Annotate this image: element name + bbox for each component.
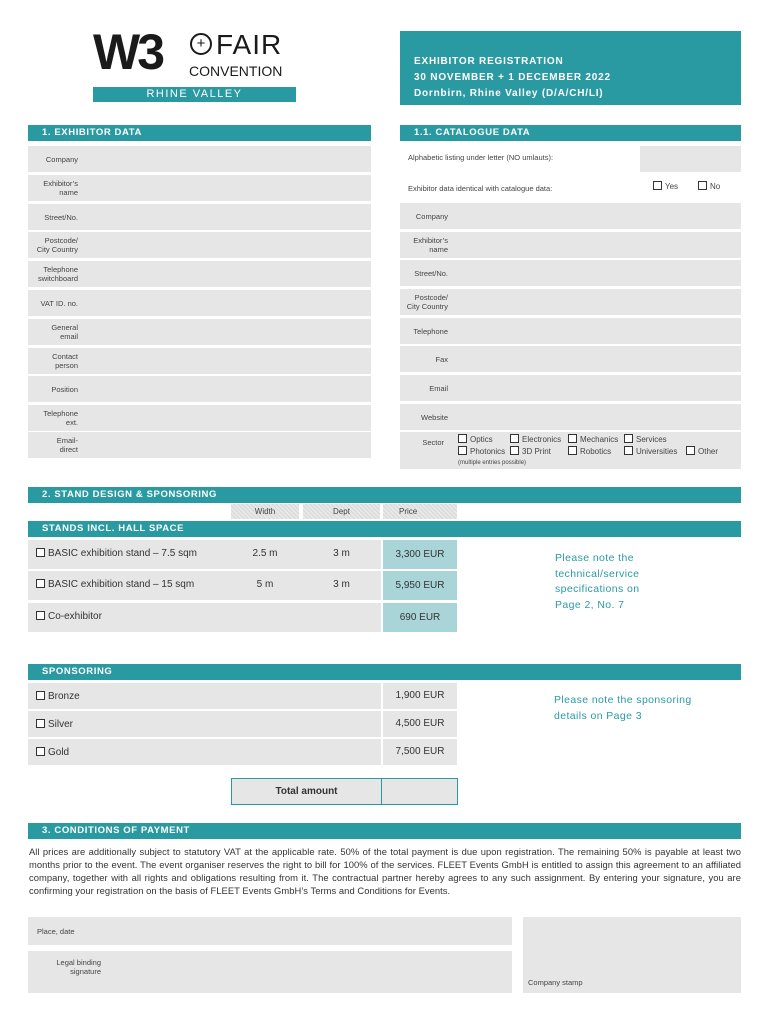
stand-option[interactable]: [36, 548, 197, 559]
catalogue-field[interactable]: [400, 289, 741, 315]
field-label-line: email: [60, 332, 78, 341]
exhibitor-field-label: [28, 265, 78, 283]
checkbox-icon[interactable]: [36, 611, 45, 620]
field-label-line: Email: [429, 384, 448, 393]
stand-name: Co-exhibitor: [48, 611, 102, 622]
sector-option[interactable]: [458, 434, 493, 444]
sector-option-label: Electronics: [522, 435, 562, 444]
sector-option-label: Mechanics: [580, 435, 619, 444]
sponsoring-name: Bronze: [48, 691, 80, 702]
event-title: EXHIBITOR REGISTRATION: [414, 56, 564, 67]
sector-option-label: Optics: [470, 435, 493, 444]
sector-option[interactable]: [510, 434, 561, 444]
sector-option[interactable]: [686, 446, 718, 456]
checkbox-icon[interactable]: [458, 434, 467, 443]
exhibitor-field-label: [28, 323, 78, 341]
sector-option-label: Other: [698, 447, 719, 456]
checkbox-icon[interactable]: [698, 181, 707, 190]
exhibitor-field[interactable]: [28, 261, 371, 287]
sector-option[interactable]: [568, 446, 611, 456]
sponsoring-note: [554, 693, 692, 724]
field-label-line: Fax: [435, 355, 448, 364]
catalogue-field[interactable]: [400, 232, 741, 258]
identical-data-label: Exhibitor data identical with catalogue data:: [408, 184, 553, 193]
place-date-label: Place, date: [37, 927, 75, 936]
logo-w3: W3: [93, 24, 162, 80]
sector-label: Sector: [422, 438, 444, 447]
sponsoring-row: [28, 739, 381, 765]
catalogue-field-label: [400, 236, 448, 254]
company-stamp-label: Company stamp: [528, 978, 583, 987]
sector-option[interactable]: [510, 446, 551, 456]
field-label-line: Telephone: [413, 327, 448, 336]
checkbox-icon[interactable]: [568, 434, 577, 443]
place-date-field[interactable]: [28, 917, 512, 945]
section-payment-title: 3. CONDITIONS OF PAYMENT: [28, 823, 741, 839]
exhibitor-field[interactable]: [28, 204, 371, 230]
event-location: Dornbirn, Rhine Valley (D/A/CH/LI): [414, 88, 604, 99]
field-label-line: General: [51, 323, 78, 332]
col-header-width: Width: [231, 504, 299, 519]
field-label-line: City Country: [406, 302, 448, 311]
section-stand-design-title: 2. STAND DESIGN & SPONSORING: [28, 487, 741, 503]
total-amount-row: [231, 778, 458, 805]
sector-option[interactable]: [568, 434, 618, 444]
stand-price: 690 EUR: [383, 603, 457, 632]
checkbox-icon[interactable]: [624, 446, 633, 455]
sponsoring-name: Gold: [48, 747, 70, 758]
field-label-line: Exhibitor’s: [413, 236, 448, 245]
checkbox-icon[interactable]: [36, 719, 45, 728]
sector-option[interactable]: [458, 446, 505, 456]
event-dates: 30 NOVEMBER + 1 DECEMBER 2022: [414, 72, 611, 83]
field-label-line: VAT ID. no.: [40, 299, 78, 308]
logo: [93, 24, 296, 102]
stand-name: BASIC exhibition stand – 7.5 sqm: [48, 548, 197, 559]
sector-option[interactable]: [624, 434, 667, 444]
exhibitor-field[interactable]: [28, 290, 371, 316]
logo-region-bar: RHINE VALLEY: [93, 87, 296, 102]
field-label-line: Position: [51, 385, 78, 394]
stands-note-line: specifications on: [555, 583, 640, 595]
col-header-price: Price: [383, 504, 457, 519]
checkbox-icon[interactable]: [624, 434, 633, 443]
catalogue-field-label: [400, 327, 448, 336]
field-label-line: City Country: [36, 245, 78, 254]
exhibitor-field[interactable]: [28, 348, 371, 374]
alpha-listing-label: Alphabetic listing under letter (NO umlauts):: [408, 153, 554, 162]
catalogue-field-label: [400, 384, 448, 393]
checkbox-icon[interactable]: [686, 446, 695, 455]
checkbox-icon[interactable]: [510, 434, 519, 443]
exhibitor-field[interactable]: [28, 376, 371, 402]
sponsoring-note-line: Please note the sponsoring: [554, 694, 692, 706]
catalogue-field[interactable]: [400, 404, 741, 430]
field-label-line: Street/No.: [414, 269, 448, 278]
total-amount-field[interactable]: [383, 779, 457, 804]
field-label-line: Company: [415, 212, 448, 221]
payment-conditions-text: All prices are additionally subject to statutory VAT at the applicable rate. 50% of the total payment is due upon registration. The remaining 50% is payable at least two months prior to the event. The event organiser reserves the right to bill for 100% of the services. FLEET Events GmbH is entitled to assign this agreement to an affiliated company, together with all rights and obligations resulting from it. The contractual partner hereby agrees to any such assignment. By entering your signature, you are confirming your registration on the basis of FLEET Events GmbH’s Terms and Conditions for Events.: [29, 846, 741, 896]
logo-plus-circle: [190, 33, 212, 55]
no-label: No: [710, 182, 721, 191]
event-header: [400, 31, 741, 105]
field-label-line: Postcode/: [414, 293, 448, 302]
stands-note-line: Page 2, No. 7: [555, 598, 625, 611]
logo-fair: FAIR: [216, 29, 283, 60]
stand-width: 5 m: [256, 579, 274, 590]
checkbox-icon[interactable]: [458, 446, 467, 455]
catalogue-field[interactable]: [400, 260, 741, 286]
stand-price: 5,950 EUR: [383, 571, 457, 600]
field-label-line: Telephone: [43, 265, 78, 274]
catalogue-field-label: [400, 413, 448, 422]
sponsoring-price: 4,500 EUR: [383, 711, 457, 737]
stands-note-line: Please note the: [555, 552, 634, 564]
exhibitor-field-label: [28, 352, 78, 370]
stand-option[interactable]: [36, 579, 194, 590]
checkbox-icon[interactable]: [36, 747, 45, 756]
stand-width: 2.5 m: [252, 548, 278, 559]
exhibitor-field[interactable]: [28, 319, 371, 345]
catalogue-field-label: [400, 355, 448, 364]
field-label-line: name: [429, 245, 448, 254]
checkbox-icon[interactable]: [36, 579, 45, 588]
catalogue-field[interactable]: [400, 375, 741, 401]
field-label-line: switchboard: [37, 274, 78, 283]
sponsoring-option[interactable]: [36, 691, 80, 702]
catalogue-field[interactable]: [400, 346, 741, 372]
field-label-line: person: [55, 361, 78, 370]
exhibitor-field-label: [28, 299, 78, 308]
stand-price: 3,300 EUR: [383, 540, 457, 569]
sponsoring-option[interactable]: [36, 747, 69, 758]
sector-option-label: Photonics: [470, 447, 506, 456]
col-header-dept: Dept: [303, 504, 380, 519]
sponsoring-note-line: details on Page 3: [554, 709, 642, 722]
checkbox-icon[interactable]: [653, 181, 662, 190]
identical-no-option[interactable]: [698, 181, 720, 191]
section-catalogue-data-title: 1.1. CATALOGUE DATA: [400, 125, 741, 141]
sponsoring-title: SPONSORING: [28, 664, 741, 680]
yes-label: Yes: [665, 182, 679, 191]
sponsoring-option[interactable]: [36, 719, 73, 730]
exhibitor-field[interactable]: [28, 175, 371, 201]
section-exhibitor-data-title: 1. EXHIBITOR DATA: [28, 125, 371, 141]
exhibitor-field-label: [28, 409, 78, 427]
field-label-line: Exhibitor’s: [43, 179, 78, 188]
stands-note: [555, 551, 639, 613]
exhibitor-field[interactable]: [28, 232, 371, 258]
sponsoring-row: [28, 711, 381, 737]
sector-option-label: 3D Print: [522, 447, 551, 456]
catalogue-field[interactable]: [400, 203, 741, 229]
signature-label-line1: Legal binding: [56, 958, 101, 967]
stand-option[interactable]: [36, 611, 102, 622]
signature-label: [28, 958, 101, 976]
sector-option-label: Universities: [636, 447, 678, 456]
field-label-line: name: [59, 188, 78, 197]
field-label-line: direct: [59, 445, 78, 454]
stand-dept: 3 m: [333, 548, 350, 559]
multiple-entries-note: (multiple entries possible): [458, 460, 527, 466]
catalogue-field-label: [400, 212, 448, 221]
alpha-listing-field[interactable]: [640, 146, 741, 172]
signature-label-line2: signature: [70, 967, 101, 976]
catalogue-field-label: [400, 293, 448, 311]
logo-convention: CONVENTION: [189, 63, 283, 79]
sector-option-label: Robotics: [580, 447, 612, 456]
exhibitor-field[interactable]: [28, 432, 371, 458]
exhibitor-field-label: [28, 155, 78, 164]
plus-icon: +: [196, 35, 206, 52]
total-amount-label: Total amount: [232, 779, 382, 804]
sponsoring-price: 1,900 EUR: [383, 683, 457, 709]
exhibitor-field-label: [28, 385, 78, 394]
exhibitor-field-label: [28, 213, 78, 222]
field-label-line: Email-: [56, 436, 78, 445]
exhibitor-field[interactable]: [28, 405, 371, 431]
exhibitor-field-label: [28, 179, 78, 197]
exhibitor-field-label: [28, 236, 78, 254]
sponsoring-row: [28, 683, 381, 709]
field-label-line: Company: [45, 155, 78, 164]
sector-option[interactable]: [624, 446, 677, 456]
stand-dept: 3 m: [333, 579, 350, 590]
checkbox-icon[interactable]: [36, 691, 45, 700]
field-label-line: ext.: [65, 418, 78, 427]
stand-name: BASIC exhibition stand – 15 sqm: [48, 579, 195, 590]
field-label-line: Telephone: [43, 409, 78, 418]
sector-option-label: Services: [636, 435, 667, 444]
sponsoring-name: Silver: [48, 719, 74, 730]
catalogue-field-label: [400, 269, 448, 278]
field-label-line: Website: [421, 413, 448, 422]
exhibitor-field[interactable]: [28, 146, 371, 172]
checkbox-icon[interactable]: [510, 446, 519, 455]
catalogue-field[interactable]: [400, 318, 741, 344]
field-label-line: Contact: [52, 352, 78, 361]
sponsoring-price: 7,500 EUR: [383, 739, 457, 765]
stands-title: STANDS INCL. HALL SPACE: [28, 521, 741, 537]
identical-yes-option[interactable]: [653, 181, 678, 191]
stands-note-line: technical/service: [555, 567, 640, 580]
checkbox-icon[interactable]: [568, 446, 577, 455]
checkbox-icon[interactable]: [36, 548, 45, 557]
field-label-line: Street/No.: [44, 213, 78, 222]
exhibitor-field-label: [28, 436, 78, 454]
field-label-line: Postcode/: [44, 236, 78, 245]
